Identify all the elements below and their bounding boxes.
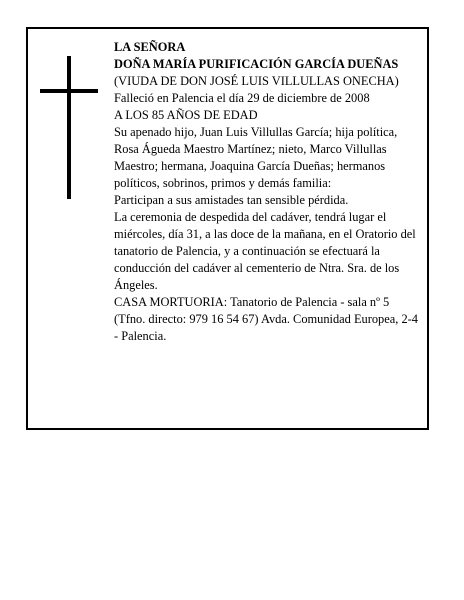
- death-line: Falleció en Palencia el día 29 de diciembre de 2008: [114, 91, 370, 105]
- notice-body: [114, 39, 423, 345]
- family-line: Su apenado hijo, Juan Luis Villullas García; hija política, Rosa Águeda Maestro Martínez; nieto, Marco Villullas Maestro; hermana, Joaquina García Dueñas; hermanos políticos, sobrinos, primos y demás familia:: [114, 125, 398, 190]
- cross-icon: [40, 56, 98, 199]
- cross-horizontal-bar: [40, 89, 98, 93]
- widow-of: (VIUDA DE DON JOSÉ LUIS VILLULLAS ONECHA): [114, 74, 399, 88]
- cross-vertical-bar: [67, 56, 71, 199]
- ceremony-details: La ceremonia de despedida del cadáver, tendrá lugar el miércoles, día 31, a las doce de la mañana, en el Oratorio del tanatorio de Palencia, y a continuación se efectuará la conducción del cadáver al cementerio de Ntra. Sra. de los Ángeles.: [114, 210, 416, 292]
- obituary-notice: [26, 27, 429, 430]
- notice-title: LA SEÑORA: [114, 40, 186, 54]
- age-line: A LOS 85 AÑOS DE EDAD: [114, 108, 258, 122]
- mortuary-details: CASA MORTUORIA: Tanatorio de Palencia - sala nº 5 (Tfno. directo: 979 16 54 67) Avda. Comunidad Europea, 2-4 - Palencia.: [114, 295, 418, 343]
- deceased-name: DOÑA MARÍA PURIFICACIÓN GARCÍA DUEÑAS: [114, 57, 399, 71]
- announcement-line: Participan a sus amistades tan sensible pérdida.: [114, 193, 349, 207]
